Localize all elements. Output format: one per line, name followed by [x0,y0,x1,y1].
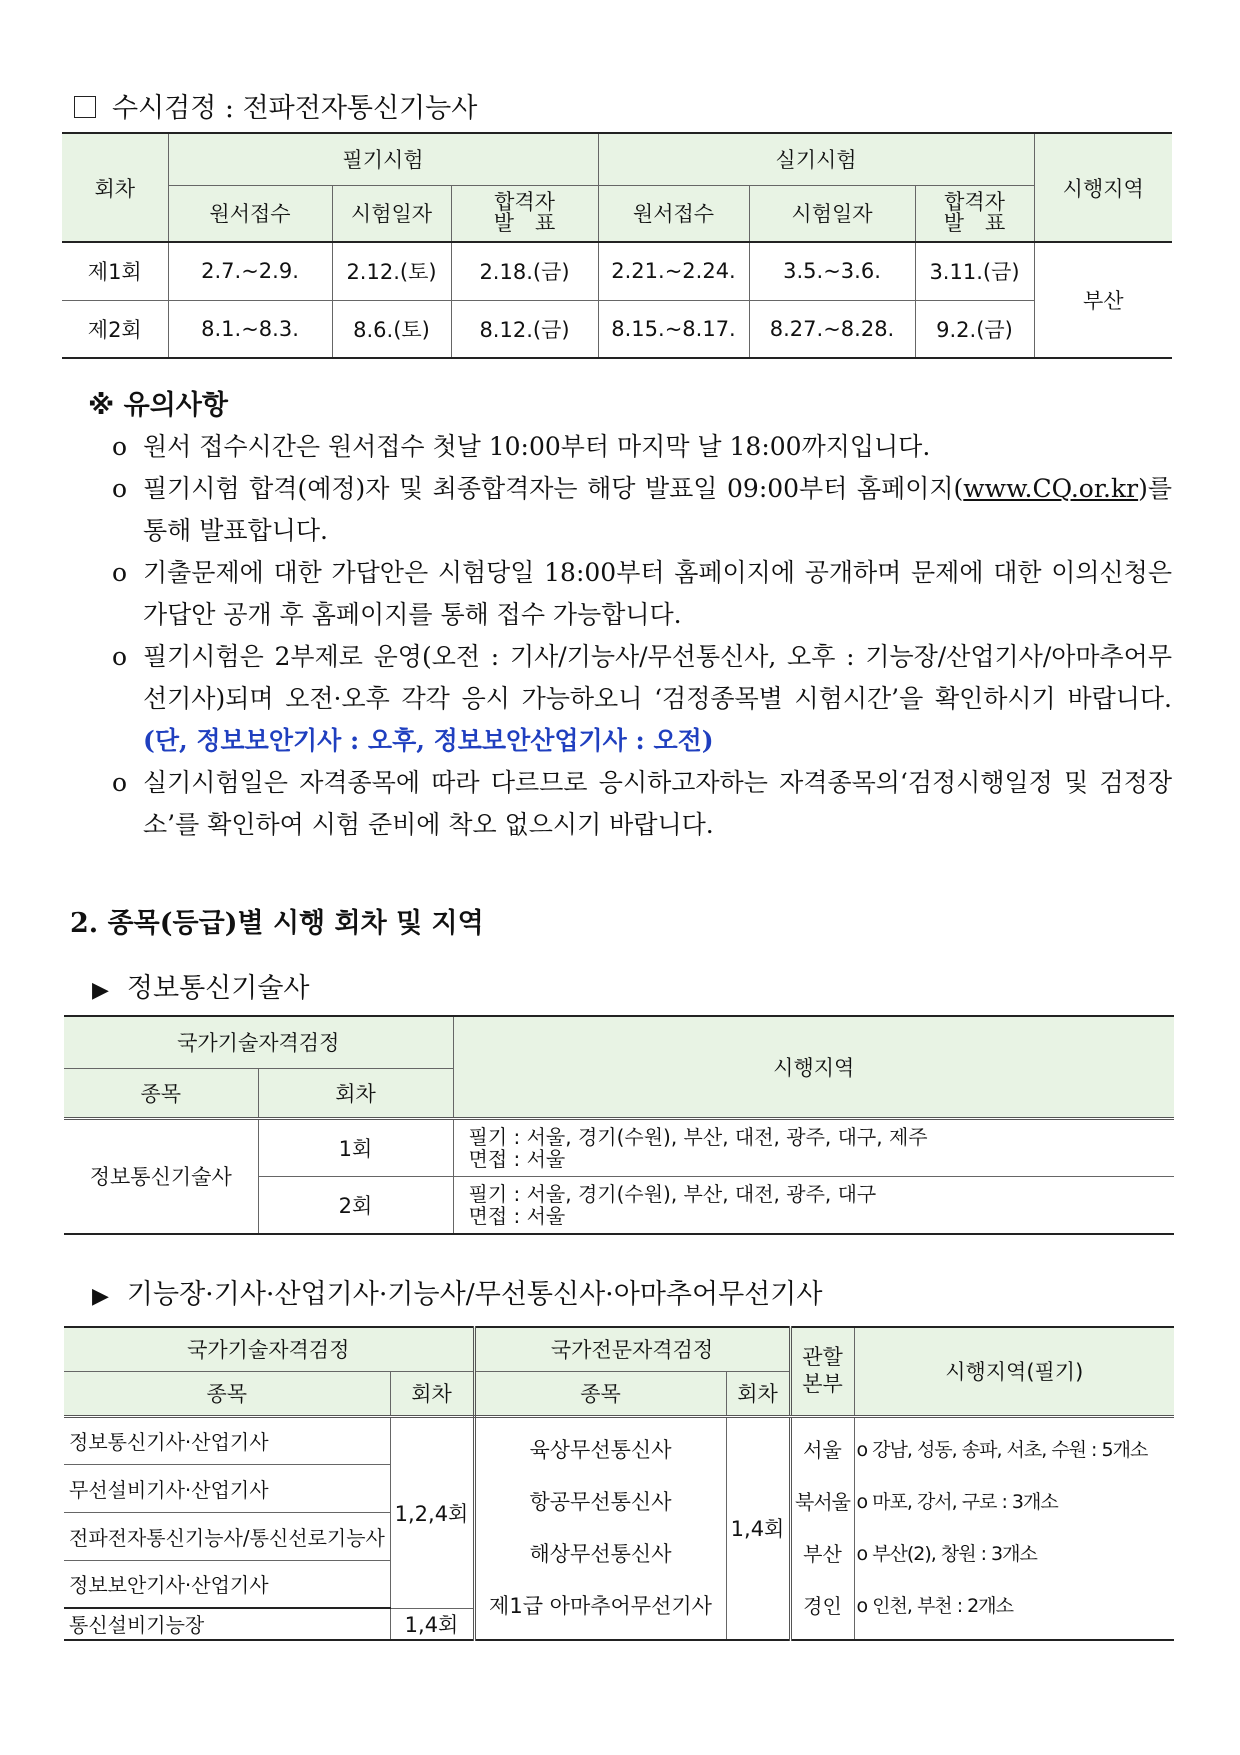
section-title-text: 수시검정 : 전파전자통신기능사 [112,93,478,124]
header-region: 시행지역 [1034,133,1172,242]
note-item [112,762,1172,846]
w-result-cell: 8.12.(금) [451,300,598,358]
section2-title: 2. 종목(등급)별 시행 회차 및 지역 [70,908,484,939]
header-tech: 국가기술자격검정 [64,1327,474,1371]
round-cell: 제2회 [62,300,168,358]
header-office-line2: 본부 [802,1372,843,1397]
header-round: 회차 [62,133,168,242]
header-prof-round: 회차 [726,1371,790,1416]
header-w-apply: 원서접수 [168,185,332,242]
bullet-icon: o [112,768,128,797]
region-line: o 부산(2), 창원 : 3개소 [856,1543,1037,1565]
office-name: 경인 [803,1594,842,1618]
note-text: 원서 접수시간은 원서접수 첫날 10:00부터 마지막 날 18:00까지입니다. [143,432,931,461]
header-p-result [915,185,1034,242]
p-apply-cell: 2.21.~2.24. [598,242,749,300]
header-result-line1: 합격자 [494,189,555,214]
header-office [790,1327,854,1416]
region-written: 필기 : 서울, 경기(수원), 부산, 대전, 광주, 대구, 제주 [468,1124,928,1149]
header-region: 시행지역(필기) [854,1327,1174,1416]
header-region: 시행지역 [453,1016,1174,1118]
note-text: 실기시험일은 자격종목에 따라 다르므로 응시하고자하는 자격종목의‘검정시행일정 및 검정장소’를 확인하여 시험 준비에 착오 없으시기 바랍니다. [143,768,1172,839]
tech-item-cell: 정보보안기사·산업기사 [64,1560,390,1608]
bullet-icon: o [112,474,128,503]
prof-item: 육상무선통신사 [529,1438,672,1462]
table-row [62,242,1172,300]
note-highlight: (단, 정보보안기사 : 오후, 정보보안산업기사 : 오전) [143,726,714,755]
header-result-line2: 발 표 [943,210,1006,235]
note-text-part: )를 통해 발표합니다. [143,474,1172,545]
header-w-date: 시험일자 [332,185,451,242]
office-name: 북서울 [795,1490,850,1514]
p-result-cell: 9.2.(금) [915,300,1034,358]
w-apply-cell: 8.1.~8.3. [168,300,332,358]
round-cell: 제1회 [62,242,168,300]
note-item [112,636,1172,762]
prof-item: 제1급 아마추어무선기사 [489,1594,712,1618]
prof-item: 해상무선통신사 [529,1542,672,1566]
header-result-line2: 발 표 [493,210,556,235]
header-prof: 국가전문자격검정 [474,1327,790,1371]
subsection-title-text: 정보통신기술사 [126,973,310,1004]
bullet-icon: o [112,642,128,671]
table-row [64,1118,1174,1176]
w-date-cell: 2.12.(토) [332,242,451,300]
certification-region-table [64,1326,1174,1641]
region-interview: 면접 : 서울 [468,1146,566,1171]
header-practical: 실기시험 [598,133,1034,185]
table-row [62,300,1172,358]
region-cell [453,1176,1174,1234]
header-result-line1: 합격자 [944,189,1005,214]
bullet-icon: o [112,432,128,461]
tech-item-cell: 통신설비기능장 [64,1608,390,1640]
triangle-right-icon: ▶ [92,1284,109,1309]
note-text [143,636,1172,762]
note-text: 기출문제에 대한 가답안은 시험당일 18:00부터 홈페이지에 공개하며 문제에 대한 이의신청은 가답안 공개 후 홈페이지를 통해 접수 가능합니다. [143,558,1172,629]
office-cell [790,1416,854,1640]
p-date-cell: 8.27.~8.28. [749,300,915,358]
region-cell: 부산 [1034,242,1172,358]
tech-round-cell: 1,2,4회 [390,1416,474,1608]
subsection-title-text: 기능장·기사·산업기사·기능사/무선통신사·아마추어무선기사 [126,1279,823,1310]
region-line: o 인천, 부천 : 2개소 [856,1595,1013,1617]
region-list-cell [854,1416,1174,1640]
w-result-cell: 2.18.(금) [451,242,598,300]
note-item [112,552,1172,636]
header-prof-item: 종목 [474,1371,726,1416]
p-date-cell: 3.5.~3.6. [749,242,915,300]
header-item: 종목 [64,1068,258,1118]
tech-item-cell: 정보통신기사·산업기사 [64,1416,390,1464]
w-date-cell: 8.6.(토) [332,300,451,358]
subsection-title [92,966,310,1005]
header-tech-round: 회차 [390,1371,474,1416]
tech-item-cell: 전파전자통신기능사/통신선로기능사 [64,1512,390,1560]
header-round: 회차 [258,1068,453,1118]
p-apply-cell: 8.15.~8.17. [598,300,749,358]
region-written: 필기 : 서울, 경기(수원), 부산, 대전, 광주, 대구 [468,1181,877,1206]
professional-engineer-table [64,1015,1174,1235]
note-item [112,468,1172,552]
notes-title: ※ 유의사항 [88,390,228,421]
header-national: 국가기술자격검정 [64,1016,453,1068]
note-item [112,426,1172,468]
header-w-result [451,185,598,242]
region-line: o 마포, 강서, 구로 : 3개소 [856,1491,1058,1513]
note-text-part: 필기시험은 2부제로 운영(오전 : 기사/기능사/무선통신사, 오후 : 기능장/산업기사/아마추어무선기사)되며 오전·오후 각각 응시 가능하오니 ‘검정종목별 시험시간’을 확인하시기 바랍니다. [143,642,1172,713]
header-office-line1: 관할 [802,1345,843,1370]
exam-schedule-table [62,132,1172,359]
header-written: 필기시험 [168,133,598,185]
section-title-exam [74,86,477,125]
office-name: 부산 [803,1542,842,1566]
prof-items-cell [474,1416,726,1640]
round-cell: 1회 [258,1118,453,1176]
header-p-apply: 원서접수 [598,185,749,242]
note-text [143,468,1172,552]
item-cell: 정보통신기술사 [64,1118,258,1234]
tech-round-cell: 1,4회 [390,1608,474,1640]
table-row [64,1416,1174,1464]
w-apply-cell: 2.7.~2.9. [168,242,332,300]
prof-item: 항공무선통신사 [529,1490,672,1514]
checkbox-square-icon [74,96,96,118]
prof-round-cell: 1,4회 [726,1416,790,1640]
subsection-title [92,1272,822,1311]
header-tech-item: 종목 [64,1371,390,1416]
region-interview: 면접 : 서울 [468,1203,566,1228]
homepage-link[interactable]: www.CQ.or.kr [963,474,1139,503]
bullet-icon: o [112,558,128,587]
region-cell [453,1118,1174,1176]
triangle-right-icon: ▶ [92,978,109,1003]
header-p-date: 시험일자 [749,185,915,242]
note-text-part: 필기시험 합격(예정)자 및 최종합격자는 해당 발표일 09:00부터 홈페이지( [143,474,964,503]
tech-item-cell: 무선설비기사·산업기사 [64,1464,390,1512]
round-cell: 2회 [258,1176,453,1234]
office-name: 서울 [803,1438,842,1462]
region-line: o 강남, 성동, 송파, 서초, 수원 : 5개소 [856,1439,1148,1461]
p-result-cell: 3.11.(금) [915,242,1034,300]
